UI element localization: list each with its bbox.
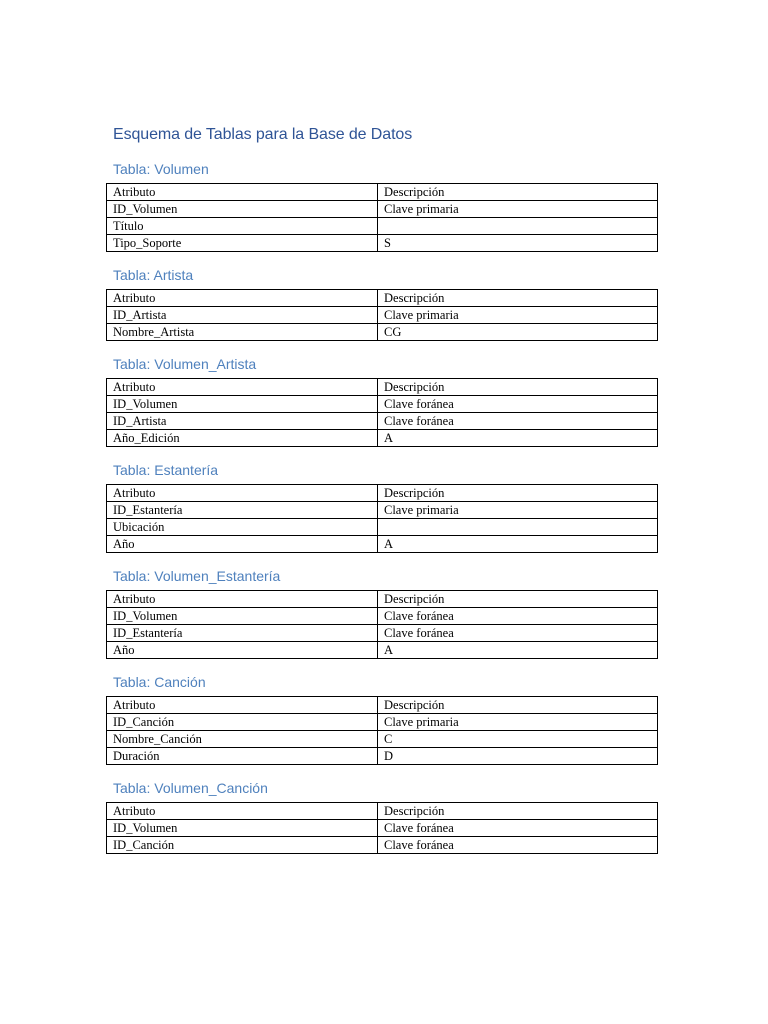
schema-table bbox=[106, 484, 658, 553]
description-cell: A bbox=[378, 642, 658, 659]
table-heading: Tabla: Volumen_Canción bbox=[113, 780, 268, 796]
description-cell: Clave primaria bbox=[378, 201, 658, 218]
description-cell: CG bbox=[378, 324, 658, 341]
attribute-cell: ID_Volumen bbox=[107, 201, 378, 218]
description-cell: A bbox=[378, 536, 658, 553]
header-cell-description: Descripción bbox=[378, 803, 658, 820]
header-cell-description: Descripción bbox=[378, 184, 658, 201]
description-cell: S bbox=[378, 235, 658, 252]
table-row bbox=[107, 731, 658, 748]
table-row bbox=[107, 307, 658, 324]
table-row bbox=[107, 502, 658, 519]
attribute-cell: Tipo_Soporte bbox=[107, 235, 378, 252]
header-cell-description: Descripción bbox=[378, 379, 658, 396]
table-row bbox=[107, 642, 658, 659]
table-heading: Tabla: Artista bbox=[113, 267, 194, 283]
table-row bbox=[107, 519, 658, 536]
table-header-row bbox=[107, 290, 658, 307]
header-cell-attribute: Atributo bbox=[107, 803, 378, 820]
table-row bbox=[107, 396, 658, 413]
description-cell: Clave primaria bbox=[378, 307, 658, 324]
header-cell-description: Descripción bbox=[378, 697, 658, 714]
description-cell: Clave foránea bbox=[378, 625, 658, 642]
header-cell-attribute: Atributo bbox=[107, 697, 378, 714]
description-cell: Clave foránea bbox=[378, 820, 658, 837]
schema-table bbox=[106, 802, 658, 854]
table-header-row bbox=[107, 184, 658, 201]
table-row bbox=[107, 625, 658, 642]
header-cell-description: Descripción bbox=[378, 290, 658, 307]
attribute-cell: Ubicación bbox=[107, 519, 378, 536]
description-cell: Clave foránea bbox=[378, 608, 658, 625]
attribute-cell: Duración bbox=[107, 748, 378, 765]
document-title: Esquema de Tablas para la Base de Datos bbox=[113, 126, 413, 143]
table-header-row bbox=[107, 803, 658, 820]
table-row bbox=[107, 714, 658, 731]
table-header-row bbox=[107, 697, 658, 714]
attribute-cell: ID_Volumen bbox=[107, 820, 378, 837]
table-row bbox=[107, 324, 658, 341]
schema-table bbox=[106, 590, 658, 659]
attribute-cell: ID_Artista bbox=[107, 413, 378, 430]
table-heading: Tabla: Volumen_Estantería bbox=[113, 568, 281, 584]
attribute-cell: ID_Canción bbox=[107, 837, 378, 854]
description-cell: Clave foránea bbox=[378, 837, 658, 854]
schema-table bbox=[106, 696, 658, 765]
table-row bbox=[107, 536, 658, 553]
table-row bbox=[107, 430, 658, 447]
attribute-cell: Nombre_Artista bbox=[107, 324, 378, 341]
description-cell: Clave foránea bbox=[378, 413, 658, 430]
table-row bbox=[107, 413, 658, 430]
table-heading: Tabla: Volumen_Artista bbox=[113, 356, 257, 372]
header-cell-attribute: Atributo bbox=[107, 379, 378, 396]
description-cell bbox=[378, 218, 658, 235]
attribute-cell: ID_Estantería bbox=[107, 502, 378, 519]
description-cell: D bbox=[378, 748, 658, 765]
table-row bbox=[107, 218, 658, 235]
attribute-cell: ID_Volumen bbox=[107, 396, 378, 413]
description-cell: Clave primaria bbox=[378, 502, 658, 519]
table-row bbox=[107, 748, 658, 765]
schema-table bbox=[106, 183, 658, 252]
description-cell bbox=[378, 519, 658, 536]
attribute-cell: ID_Artista bbox=[107, 307, 378, 324]
header-cell-attribute: Atributo bbox=[107, 591, 378, 608]
description-cell: Clave primaria bbox=[378, 714, 658, 731]
table-heading: Tabla: Canción bbox=[113, 674, 206, 690]
header-cell-description: Descripción bbox=[378, 591, 658, 608]
header-cell-description: Descripción bbox=[378, 485, 658, 502]
schema-table bbox=[106, 378, 658, 447]
document-body bbox=[106, 123, 649, 867]
attribute-cell: Año bbox=[107, 642, 378, 659]
header-cell-attribute: Atributo bbox=[107, 184, 378, 201]
attribute-cell: ID_Volumen bbox=[107, 608, 378, 625]
table-row bbox=[107, 608, 658, 625]
attribute-cell: Título bbox=[107, 218, 378, 235]
attribute-cell: Año_Edición bbox=[107, 430, 378, 447]
table-header-row bbox=[107, 485, 658, 502]
attribute-cell: ID_Estantería bbox=[107, 625, 378, 642]
attribute-cell: ID_Canción bbox=[107, 714, 378, 731]
header-cell-attribute: Atributo bbox=[107, 290, 378, 307]
table-row bbox=[107, 235, 658, 252]
description-cell: A bbox=[378, 430, 658, 447]
header-cell-attribute: Atributo bbox=[107, 485, 378, 502]
table-heading: Tabla: Volumen bbox=[113, 161, 209, 177]
table-row bbox=[107, 820, 658, 837]
description-cell: Clave foránea bbox=[378, 396, 658, 413]
description-cell: C bbox=[378, 731, 658, 748]
table-row bbox=[107, 837, 658, 854]
table-header-row bbox=[107, 591, 658, 608]
table-header-row bbox=[107, 379, 658, 396]
schema-table bbox=[106, 289, 658, 341]
table-row bbox=[107, 201, 658, 218]
attribute-cell: Nombre_Canción bbox=[107, 731, 378, 748]
table-heading: Tabla: Estantería bbox=[113, 462, 219, 478]
attribute-cell: Año bbox=[107, 536, 378, 553]
